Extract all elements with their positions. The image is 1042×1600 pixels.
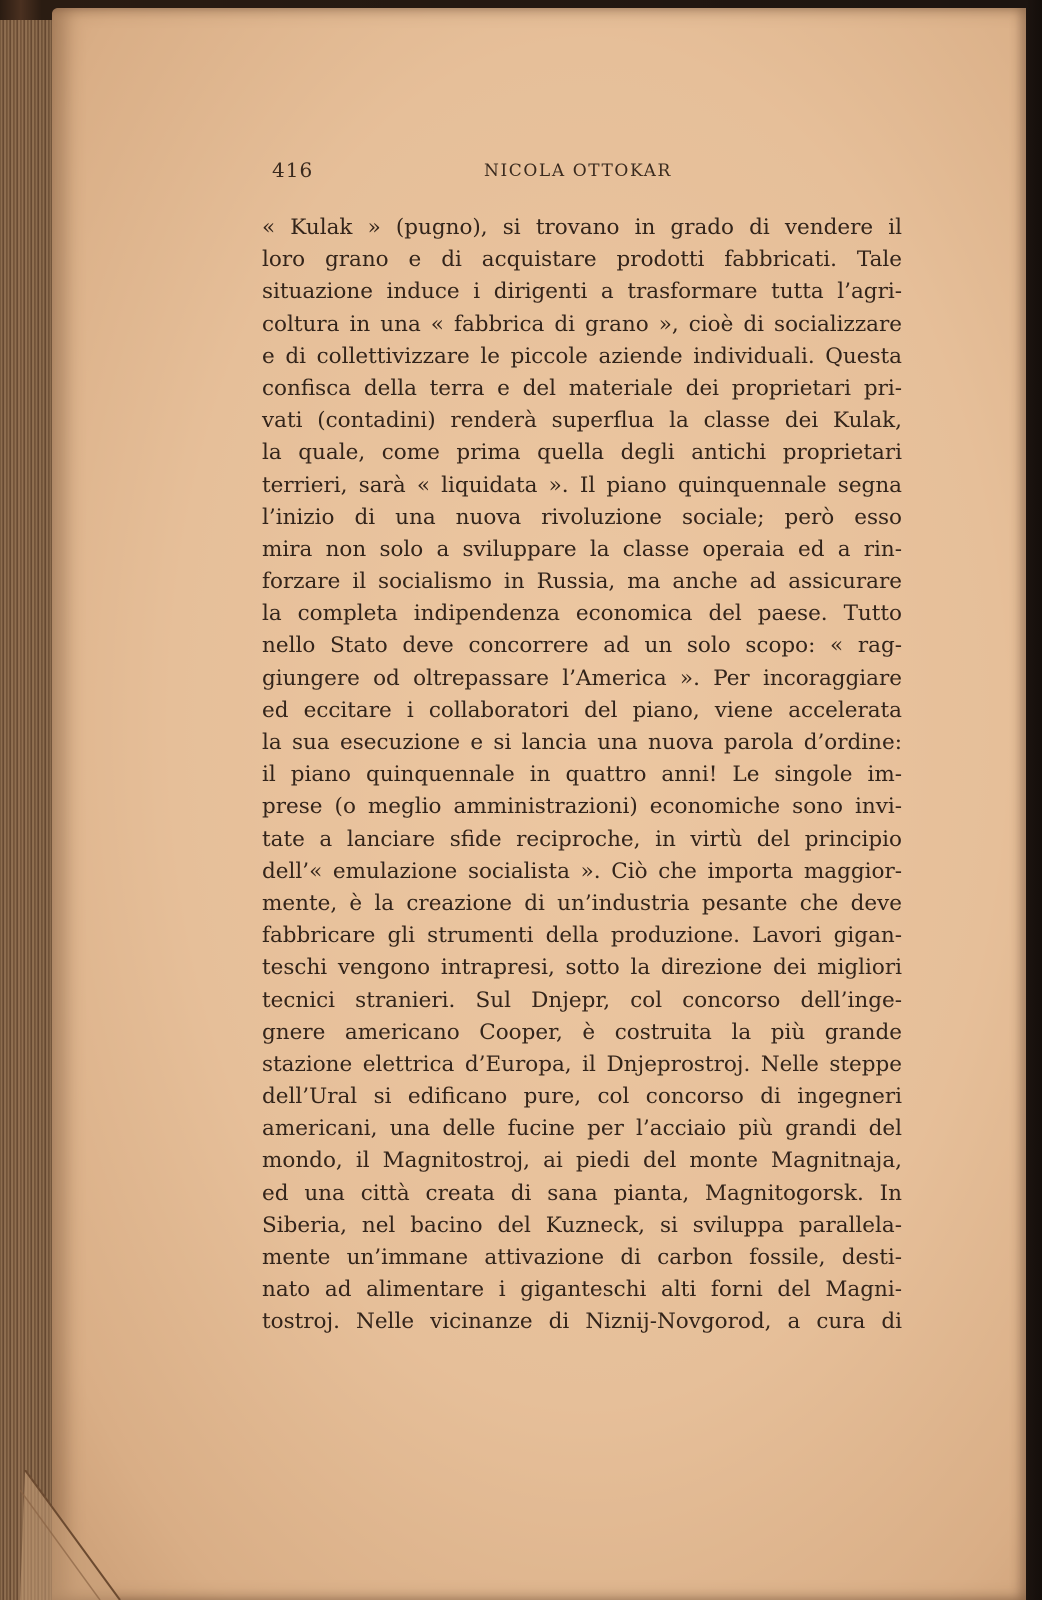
text-line: situazione induce i dirigenti a trasformare tutta l’agri- [262, 279, 902, 305]
text-line: vati (contadini) renderà superflua la classe dei Kulak, [262, 408, 902, 434]
text-line: dell’« emulazione socialista ». Ciò che importa maggior- [262, 858, 902, 884]
text-line: mondo, il Magnitostroj, ai piedi del monte Magnitnaja, [262, 1148, 902, 1174]
text-line: ed una città creata di sana pianta, Magnitogorsk. In [262, 1180, 902, 1206]
text-line: confisca della terra e del materiale dei proprietari pri- [262, 375, 902, 401]
text-line: teschi vengono intrapresi, sotto la direzione dei migliori [262, 955, 902, 981]
text-line: forzare il socialismo in Russia, ma anche ad assicurare [262, 569, 902, 595]
text-line: la completa indipendenza economica del paese. Tutto [262, 601, 902, 627]
text-line: e di collettivizzare le piccole aziende individuali. Questa [262, 343, 902, 369]
text-line: giungere od oltrepassare l’America ». Per incoraggiare [262, 665, 902, 691]
text-line: fabbricare gli strumenti della produzione. Lavori gigan- [262, 923, 902, 949]
text-line: mente, è la creazione di un’industria pesante che deve [262, 890, 902, 916]
text-line: tecnici stranieri. Sul Dnjepr, col concorso dell’inge- [262, 987, 902, 1013]
text-line: nello Stato deve concorrere ad un solo scopo: « rag- [262, 633, 902, 659]
text-line: ed eccitare i collaboratori del piano, viene accelerata [262, 697, 902, 723]
text-line: la quale, come prima quella degli antichi proprietari [262, 440, 902, 466]
text-line: prese (o meglio amministrazioni) economiche sono invi- [262, 794, 902, 820]
page-gutter-shadow [1026, 0, 1042, 1600]
text-line: coltura in una « fabbrica di grano », cioè di socializzare [262, 311, 902, 337]
text-line: mente un’immane attivazione di carbon fossile, desti- [262, 1245, 902, 1270]
text-line: gnere americano Cooper, è costruita la più grande [262, 1019, 902, 1045]
page-edges [0, 20, 60, 1600]
text-line: nato ad alimentare i giganteschi alti forni del Magni- [262, 1277, 902, 1303]
text-line: mira non solo a sviluppare la classe operaia ed a rin- [262, 536, 902, 562]
text-line: Siberia, nel bacino del Kuzneck, si sviluppa parallela- [262, 1212, 902, 1238]
page-corner-fold [20, 1470, 130, 1600]
text-line: l’inizio di una nuova rivoluzione sociale; però esso [262, 504, 902, 530]
text-line: tate a lanciare sfide reciproche, in virtù del principio [262, 826, 902, 852]
text-line: americani, una delle fucine per l’acciaio più grandi del [262, 1116, 902, 1142]
text-line: il piano quinquennale in quattro anni! Le singole im- [262, 762, 902, 788]
page-header [0, 156, 1042, 186]
running-head: NICOLA OTTOKAR [484, 161, 672, 181]
text-line: loro grano e di acquistare prodotti fabbricati. Tale [262, 247, 902, 273]
text-line: dell’Ural si edificano pure, col concorso di ingegneri [262, 1084, 902, 1110]
body-text [262, 212, 902, 1339]
text-line: stazione elettrica d’Europa, il Dnjeprostroj. Nelle steppe [262, 1051, 902, 1077]
text-line: terrieri, sarà « liquidata ». Il piano quinquennale segna [262, 472, 902, 498]
text-line: la sua esecuzione e si lancia una nuova parola d’ordine: [262, 730, 902, 755]
page-number: 416 [272, 158, 314, 182]
text-line: « Kulak » (pugno), si trovano in grado di vendere il [262, 215, 902, 240]
text-line: tostroj. Nelle vicinanze di Niznij-Novgorod, a cura di [262, 1309, 902, 1335]
